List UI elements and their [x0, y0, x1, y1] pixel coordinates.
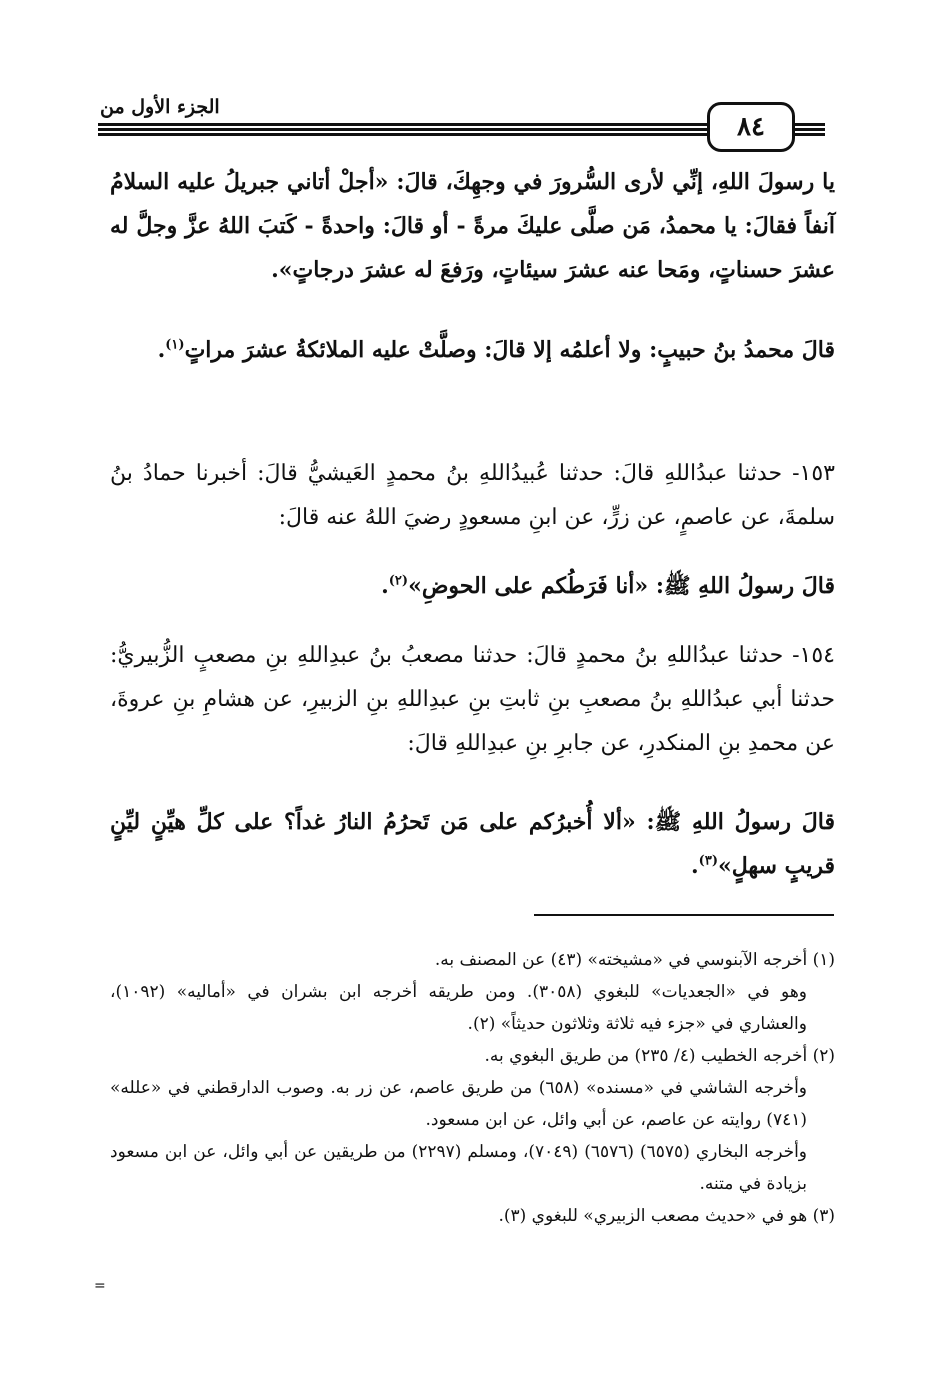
- hadith-154: [110, 634, 835, 766]
- hadith-153-matn: [110, 564, 835, 608]
- footnote-ref: (١): [165, 337, 185, 353]
- footnote-2: (٢) أخرجه الخطيب (٤/ ٢٣٥) من طريق البغوي به.: [484, 1046, 835, 1066]
- paragraph: يا رسولَ اللهِ، إنِّي لأرى السُّرورَ في وجهِكَ، قالَ: «أجلْ أتاني جبريلُ عليه السلامُ آنفاً فقالَ: يا محمدُ، مَن صلَّى عليكَ مرةً - أو قالَ: واحدةً - كَتبَ اللهُ عزَّ وجلَّ له عشرَ حسناتٍ، ومَحا عنه عشرَ سيئاتٍ، ورَفعَ له عشرَ درجاتٍ».: [110, 169, 835, 283]
- footnotes: [110, 944, 835, 1232]
- paragraph-text: قالَ محمدُ بنُ حبيبٍ: ولا أعلمُه إلا قالَ: وصلَّتْ عليه الملائكةُ عشرَ مراتٍ: [184, 337, 835, 363]
- isnad: ١٥٣- حدثنا عبدُاللهِ قالَ: حدثنا عُبيدُاللهِ بنُ محمدٍ العَيشيُّ قالَ: أخبرنا حمادُ بنُ سلمةَ، عن عاصمٍ، عن زرٍّ، عن ابنِ مسعودٍ رضيَ اللهُ عنه قالَ:: [110, 461, 835, 530]
- margin-mark: =: [94, 1278, 106, 1294]
- footnote-2-cont: وأخرجه البخاري (٦٥٧٥) (٦٥٧٦) (٧٠٤٩)، ومسلم (٢٢٩٧) من طريقين عن أبي وائل، عن ابن مسعود بزيادة في متنه.: [110, 1142, 808, 1194]
- matn-text: قالَ رسولُ اللهِ ﷺ: «أنا فَرَطُكم على الحوضِ»: [408, 573, 835, 599]
- footnote-1-cont: وهو في «الجعديات» للبغوي (٣٠٥٨). ومن طريقه أخرجه ابن بشران في «أماليه» (١٠٩٢)، والعشاري في «جزء فيه ثلاثة وثلاثون حديثاً» (٢).: [110, 982, 807, 1034]
- matn: قالَ رسولُ اللهِ ﷺ: «أنا فَرَطُكم على الحوضِ»$^{(٢)}$.: [381, 573, 835, 599]
- matn-text: قالَ رسولُ اللهِ ﷺ: «ألا أُخبرُكم على مَن تَحرُمُ النارُ غداً؟ على كلِّ هيِّنٍ ليِّنٍ قريبٍ سهلٍ»: [110, 809, 835, 879]
- main-text-2: [110, 328, 835, 372]
- main-text: [110, 160, 835, 292]
- footnote-3: (٣) هو في «حديث مصعب الزبيري» للبغوي (٣).: [498, 1206, 835, 1226]
- hadith-154-matn: [110, 800, 835, 888]
- footnote-ref: (٣): [698, 853, 718, 869]
- paragraph: قالَ محمدُ بنُ حبيبٍ: ولا أعلمُه إلا قالَ: وصلَّتْ عليه الملائكةُ عشرَ مراتٍ$^{(١)}$.: [157, 337, 835, 363]
- isnad: ١٥٤- حدثنا عبدُاللهِ بنُ محمدٍ قالَ: حدثنا مصعبُ بنُ عبدِاللهِ بنِ مصعبٍ الزُّبيريُّ: حدثنا أبي عبدُاللهِ بنُ مصعبِ بنِ ثابتِ بنِ عبدِاللهِ بنِ الزبيرِ، عن هشامِ بنِ عروةَ، عن محمدِ بنِ المنكدرِ، عن جابرِ بنِ عبدِاللهِ قالَ:: [110, 643, 835, 756]
- footnote-separator: [534, 914, 834, 916]
- running-title: الجزء الأول من: [100, 96, 220, 118]
- hadith-153: [110, 452, 835, 540]
- footnote-2-cont: وأخرجه الشاشي في «مسنده» (٦٥٨) من طريق عاصم، عن زر به. وصوب الدارقطني في «علله» (٧٤١) روايته عن عاصم، عن أبي وائل، عن ابن مسعود.: [110, 1078, 807, 1130]
- matn: قالَ رسولُ اللهِ ﷺ: «ألا أُخبرُكم على مَن تَحرُمُ النارُ غداً؟ على كلِّ هيِّنٍ ليِّنٍ قريبٍ سهلٍ»$^{(٣)}$.: [110, 809, 835, 879]
- page-number: ٨٤: [707, 102, 795, 152]
- footnote-ref: (٢): [388, 573, 409, 589]
- footnote-1: (١) أخرجه الآبنوسي في «مشيخته» (٤٣) عن المصنف به.: [434, 950, 835, 970]
